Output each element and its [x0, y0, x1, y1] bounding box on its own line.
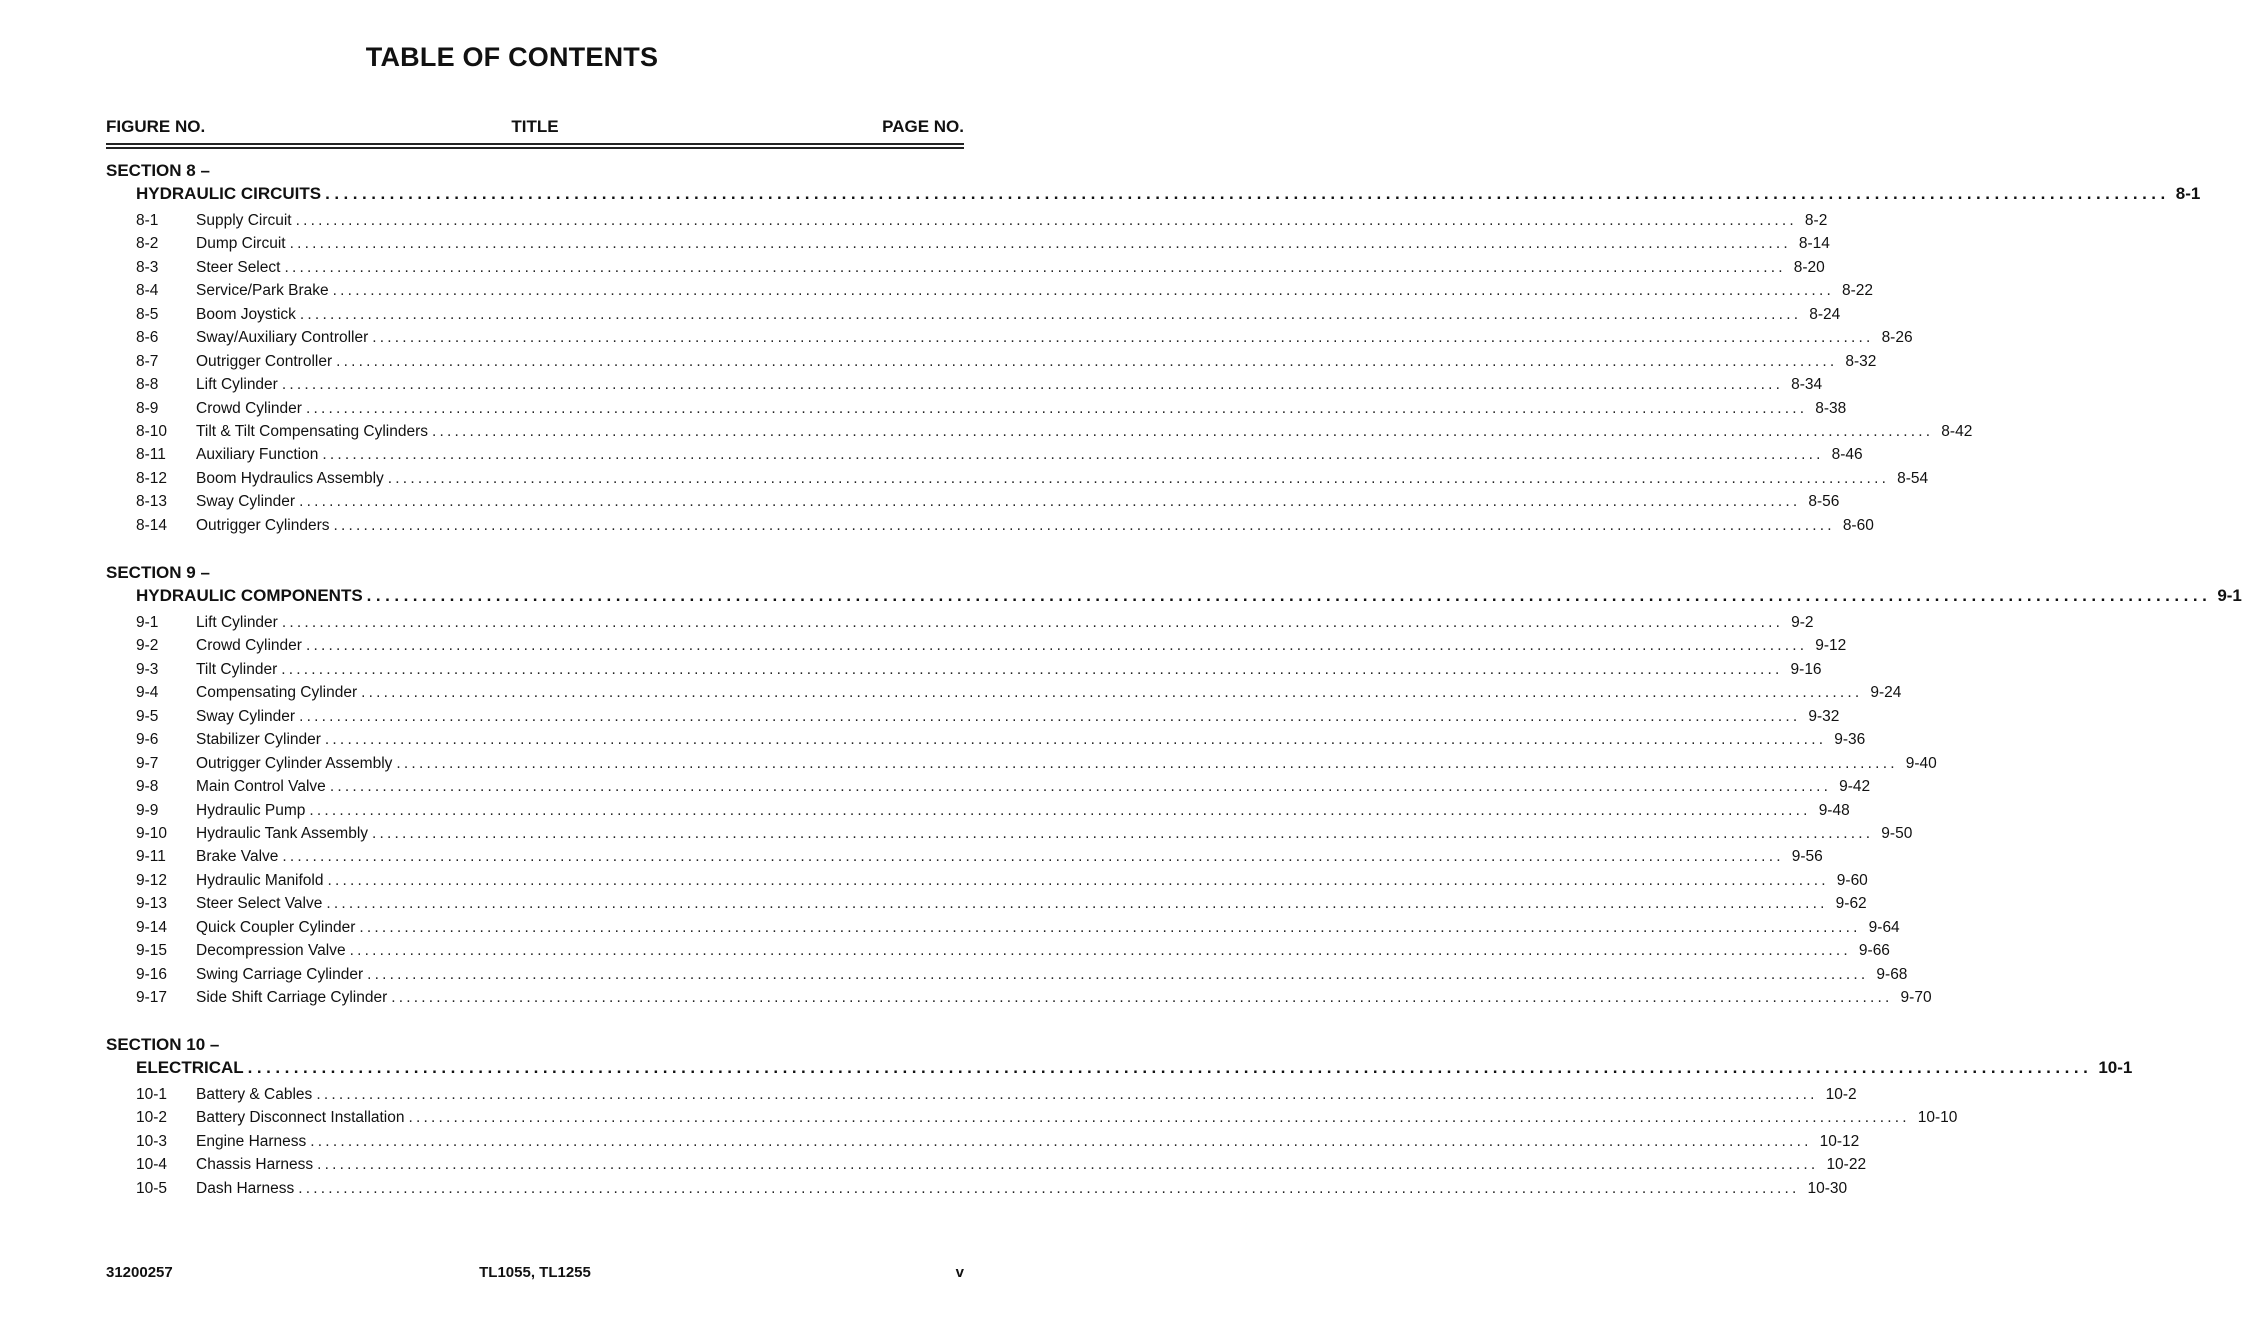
dot-leader: ........................................................................................................................................................................................................ — [305, 637, 1808, 655]
figure-page: 8-14 — [1798, 235, 1830, 253]
figure-title: Brake Valve — [196, 848, 279, 866]
dot-leader: ........................................................................................................................................................................................................ — [309, 801, 1811, 819]
figure-number: 8-3 — [136, 258, 159, 276]
figure-page: 8-20 — [1793, 258, 1825, 276]
figure-page: 9-56 — [1791, 848, 1823, 866]
toc-entry[interactable] — [106, 752, 1937, 775]
figure-number: 8-14 — [136, 516, 168, 534]
dot-leader: ........................................................................................................................................................................................................ — [281, 660, 1783, 678]
dot-leader: ........................................................................................................................................................................................................ — [366, 586, 2212, 605]
figure-title: Steer Select — [196, 258, 281, 276]
figure-title: Decompression Valve — [196, 942, 346, 960]
figure-page: 8-24 — [1809, 305, 1841, 323]
figure-number: 9-12 — [136, 871, 168, 889]
figure-page: 8-26 — [1881, 329, 1913, 347]
figure-title: Lift Cylinder — [196, 614, 278, 631]
toc-entry[interactable] — [106, 397, 1847, 420]
toc-entry[interactable] — [106, 232, 1830, 255]
figure-page: 8-54 — [1897, 469, 1929, 487]
toc-entry[interactable] — [106, 467, 1929, 490]
section-page: 8-1 — [2175, 184, 2201, 203]
toc-entry[interactable] — [106, 350, 1877, 373]
figure-page: 9-70 — [1900, 989, 1932, 1006]
header-rule-top — [106, 143, 964, 145]
dot-leader: ........................................................................................................................................................................................................ — [326, 895, 1828, 913]
toc-entry[interactable] — [106, 373, 1823, 396]
dot-leader: ........................................................................................................................................................................................................ — [247, 1058, 2093, 1077]
toc-entry[interactable] — [106, 939, 1890, 962]
toc-entry[interactable] — [106, 1130, 1860, 1153]
toc-entry[interactable] — [106, 1177, 1848, 1200]
figure-number: 8-8 — [136, 376, 159, 394]
figure-no-header: FIGURE NO. — [106, 117, 206, 136]
figure-number: 9-5 — [136, 707, 159, 725]
toc-entry[interactable] — [106, 799, 1850, 822]
model-numbers: TL1055, TL1255 — [479, 1264, 591, 1281]
figure-number: 9-15 — [136, 942, 168, 960]
toc-entry[interactable] — [106, 279, 1873, 302]
figure-page: 9-50 — [1881, 824, 1913, 842]
figure-page: 8-38 — [1815, 399, 1847, 417]
dot-leader: ........................................................................................................................................................................................................ — [322, 446, 1824, 464]
figure-page: 8-2 — [1804, 212, 1828, 229]
figure-title: Compensating Cylinder — [196, 684, 358, 702]
figure-number: 10-1 — [136, 1086, 168, 1103]
figure-page: 9-64 — [1868, 918, 1900, 936]
figure-number: 8-10 — [136, 422, 168, 440]
figure-title: Hydraulic Manifold — [196, 871, 324, 889]
figure-page: 9-66 — [1858, 942, 1890, 960]
figure-title: Boom Joystick — [196, 305, 296, 323]
dot-leader: ........................................................................................................................................................................................................ — [281, 614, 1784, 631]
figure-page: 9-40 — [1905, 754, 1937, 772]
figure-title: Auxiliary Function — [196, 446, 319, 464]
section-title-row[interactable] — [136, 182, 2201, 206]
toc-entry[interactable] — [106, 303, 1841, 326]
figure-page: 10-10 — [1917, 1109, 1958, 1127]
figure-list — [106, 611, 1937, 1009]
section-title: HYDRAULIC CIRCUITS — [136, 184, 322, 203]
figure-title: Sway Cylinder — [196, 707, 296, 725]
figure-page: 9-62 — [1835, 895, 1867, 913]
figure-title: Quick Coupler Cylinder — [196, 918, 356, 936]
figure-title: Outrigger Cylinder Assembly — [196, 754, 393, 772]
dot-leader: ........................................................................................................................................................................................................ — [329, 778, 1832, 796]
section-title-row[interactable] — [136, 1056, 2133, 1080]
figure-title: Crowd Cylinder — [196, 399, 302, 417]
figure-title: Dash Harness — [196, 1179, 295, 1197]
figure-number: 9-6 — [136, 731, 159, 749]
dot-leader: ........................................................................................................................................................................................................ — [387, 469, 1890, 487]
dot-leader: ........................................................................................................................................................................................................ — [372, 824, 1874, 842]
figure-list — [106, 1083, 1958, 1200]
figure-page: 8-32 — [1845, 352, 1877, 370]
figure-number: 9-10 — [136, 824, 168, 842]
dot-leader: ........................................................................................................................................................................................................ — [367, 965, 1869, 983]
figure-number: 8-2 — [136, 235, 159, 253]
figure-page: 9-12 — [1815, 637, 1847, 655]
toc-entry[interactable] — [106, 1106, 1958, 1129]
dot-leader: ........................................................................................................................................................................................................ — [289, 235, 1791, 253]
dot-leader: ........................................................................................................................................................................................................ — [372, 329, 1874, 347]
figure-page: 10-30 — [1807, 1179, 1848, 1197]
figure-number: 10-4 — [136, 1156, 168, 1174]
figure-page: 10-2 — [1825, 1086, 1857, 1103]
section-label: SECTION 8 – — [106, 161, 210, 180]
section-10 — [106, 1034, 2133, 1200]
toc-entry[interactable] — [106, 514, 1874, 537]
figure-number: 8-6 — [136, 329, 159, 347]
page-footer — [106, 1264, 964, 1284]
dot-leader: ........................................................................................................................................................................................................ — [359, 918, 1861, 936]
dot-leader: ........................................................................................................................................................................................................ — [284, 258, 1786, 276]
figure-number: 8-12 — [136, 469, 168, 487]
toc-entry[interactable] — [106, 1083, 1857, 1106]
figure-title: Sway/Auxiliary Controller — [196, 329, 369, 347]
toc-entry[interactable] — [106, 634, 1847, 657]
dot-leader: ........................................................................................................................................................................................................ — [333, 516, 1835, 534]
toc-entry[interactable] — [106, 443, 1863, 466]
figure-number: 8-9 — [136, 399, 159, 417]
figure-title: Outrigger Cylinders — [196, 516, 330, 534]
section-title: HYDRAULIC COMPONENTS — [136, 586, 363, 605]
toc-entry[interactable] — [106, 963, 1908, 986]
figure-number: 9-3 — [136, 660, 159, 678]
dot-leader: ........................................................................................................................................................................................................ — [332, 282, 1834, 300]
toc-entry[interactable] — [106, 256, 1825, 279]
doc-number: 31200257 — [106, 1264, 173, 1281]
toc-entry[interactable] — [106, 681, 1902, 704]
figure-number: 10-3 — [136, 1132, 168, 1150]
section-title: ELECTRICAL — [136, 1058, 244, 1077]
figure-page: 8-60 — [1842, 516, 1874, 534]
toc-entry[interactable] — [106, 611, 1814, 634]
figure-title: Main Control Valve — [196, 778, 326, 796]
page-no-header: PAGE NO. — [882, 117, 964, 136]
figure-page: 9-60 — [1836, 871, 1868, 889]
dot-leader: ........................................................................................................................................................................................................ — [408, 1109, 1910, 1127]
figure-number: 8-7 — [136, 352, 159, 370]
dot-leader: ........................................................................................................................................................................................................ — [349, 942, 1851, 960]
figure-page: 8-56 — [1808, 493, 1840, 511]
figure-title: Hydraulic Pump — [196, 801, 306, 819]
dot-leader: ........................................................................................................................................................................................................ — [324, 731, 1827, 749]
page-number: v — [955, 1264, 964, 1281]
title-header: TITLE — [511, 117, 559, 136]
figure-list — [106, 209, 1973, 537]
toc-entry[interactable] — [106, 326, 1913, 349]
section-page: 9-1 — [2217, 586, 2242, 605]
figure-title: Tilt Cylinder — [196, 660, 278, 678]
figure-number: 9-4 — [136, 684, 159, 702]
page-title: TABLE OF CONTENTS — [365, 42, 659, 72]
figure-title: Swing Carriage Cylinder — [196, 965, 364, 983]
figure-number: 8-5 — [136, 305, 159, 323]
toc-entry[interactable] — [106, 658, 1822, 681]
dot-leader: ........................................................................................................................................................................................................ — [327, 871, 1829, 889]
dot-leader: ........................................................................................................................................................................................................ — [361, 684, 1863, 702]
toc-entry[interactable] — [106, 869, 1868, 892]
column-header — [106, 117, 964, 137]
figure-page: 8-34 — [1791, 376, 1823, 394]
dot-leader: ........................................................................................................................................................................................................ — [299, 493, 1801, 511]
figure-page: 9-2 — [1791, 614, 1814, 631]
section-label: SECTION 10 – — [106, 1035, 220, 1054]
figure-number: 9-7 — [136, 754, 159, 772]
toc-entry[interactable] — [106, 728, 1866, 751]
figure-page: 9-24 — [1870, 684, 1902, 702]
toc-entry[interactable] — [106, 1153, 1867, 1176]
figure-title: Side Shift Carriage Cylinder — [196, 989, 388, 1006]
dot-leader: ........................................................................................................................................................................................................ — [391, 989, 1893, 1006]
dot-leader: ........................................................................................................................................................................................................ — [305, 399, 1808, 417]
figure-title: Supply Circuit — [196, 212, 292, 229]
toc-entry[interactable] — [106, 916, 1900, 939]
dot-leader: ........................................................................................................................................................................................................ — [281, 376, 1784, 394]
toc-entry[interactable] — [106, 775, 1871, 798]
figure-number: 9-16 — [136, 965, 168, 983]
dot-leader: ........................................................................................................................................................................................................ — [316, 1086, 1818, 1103]
toc-entry[interactable] — [106, 892, 1867, 915]
toc-entry[interactable] — [106, 209, 1828, 232]
figure-title: Dump Circuit — [196, 235, 286, 253]
section-page: 10-1 — [2098, 1058, 2133, 1077]
figure-number: 9-9 — [136, 801, 159, 819]
header-rule-bottom — [106, 147, 964, 149]
figure-page: 10-22 — [1826, 1156, 1867, 1174]
figure-page: 8-42 — [1941, 422, 1973, 440]
figure-title: Hydraulic Tank Assembly — [196, 824, 369, 842]
toc-entry[interactable] — [106, 822, 1913, 845]
figure-page: 8-46 — [1831, 446, 1863, 464]
figure-title: Chassis Harness — [196, 1156, 314, 1174]
figure-number: 8-4 — [136, 282, 159, 300]
figure-title: Sway Cylinder — [196, 493, 296, 511]
figure-number: 9-1 — [136, 614, 159, 631]
figure-page: 9-16 — [1790, 660, 1822, 678]
figure-number: 9-8 — [136, 778, 159, 796]
figure-page: 9-48 — [1818, 801, 1850, 819]
figure-page: 9-36 — [1834, 731, 1866, 749]
section-9 — [106, 562, 2242, 1009]
dot-leader: ........................................................................................................................................................................................................ — [317, 1156, 1819, 1174]
figure-title: Engine Harness — [196, 1132, 307, 1150]
figure-number: 9-11 — [136, 848, 166, 866]
section-title-row[interactable] — [136, 584, 2242, 608]
dot-leader: ........................................................................................................................................................................................................ — [299, 305, 1802, 323]
figure-title: Lift Cylinder — [196, 376, 278, 394]
figure-title: Crowd Cylinder — [196, 637, 302, 655]
figure-page: 9-32 — [1808, 707, 1840, 725]
figure-title: Battery & Cables — [196, 1086, 313, 1103]
figure-title: Boom Hydraulics Assembly — [196, 469, 384, 487]
figure-title: Tilt & Tilt Compensating Cylinders — [196, 422, 429, 440]
figure-title: Battery Disconnect Installation — [196, 1109, 405, 1127]
dot-leader: ........................................................................................................................................................................................................ — [299, 707, 1801, 725]
dot-leader: ........................................................................................................................................................................................................ — [295, 212, 1797, 229]
section-label: SECTION 9 – — [106, 563, 210, 582]
figure-number: 9-14 — [136, 918, 168, 936]
figure-number: 10-2 — [136, 1109, 168, 1127]
section-8 — [106, 160, 2201, 537]
figure-title: Outrigger Controller — [196, 352, 333, 370]
figure-number: 9-2 — [136, 637, 159, 655]
dot-leader: ........................................................................................................................................................................................................ — [432, 422, 1934, 440]
dot-leader: ........................................................................................................................................................................................................ — [310, 1132, 1812, 1150]
figure-page: 10-12 — [1819, 1132, 1860, 1150]
figure-number: 8-1 — [136, 212, 159, 229]
dot-leader: ........................................................................................................................................................................................................ — [282, 848, 1784, 866]
figure-number: 10-5 — [136, 1179, 168, 1197]
dot-leader: ........................................................................................................................................................................................................ — [298, 1179, 1800, 1197]
figure-title: Stabilizer Cylinder — [196, 731, 321, 749]
figure-title: Service/Park Brake — [196, 282, 329, 300]
figure-number: 8-13 — [136, 493, 168, 511]
figure-number: 9-13 — [136, 895, 168, 913]
toc-entry[interactable] — [106, 490, 1840, 513]
figure-page: 9-68 — [1876, 965, 1908, 983]
figure-page: 8-22 — [1841, 282, 1873, 300]
figure-title: Steer Select Valve — [196, 895, 323, 913]
toc-entry[interactable] — [106, 705, 1840, 728]
toc-entry[interactable] — [106, 845, 1823, 868]
dot-leader: ........................................................................................................................................................................................................ — [325, 184, 2170, 203]
toc-entry[interactable] — [106, 986, 1932, 1009]
toc-entry[interactable] — [106, 420, 1973, 443]
figure-page: 9-42 — [1839, 778, 1871, 796]
figure-number: 8-11 — [136, 446, 166, 464]
figure-number: 9-17 — [136, 989, 168, 1006]
dot-leader: ........................................................................................................................................................................................................ — [396, 754, 1898, 772]
dot-leader: ........................................................................................................................................................................................................ — [336, 352, 1838, 370]
